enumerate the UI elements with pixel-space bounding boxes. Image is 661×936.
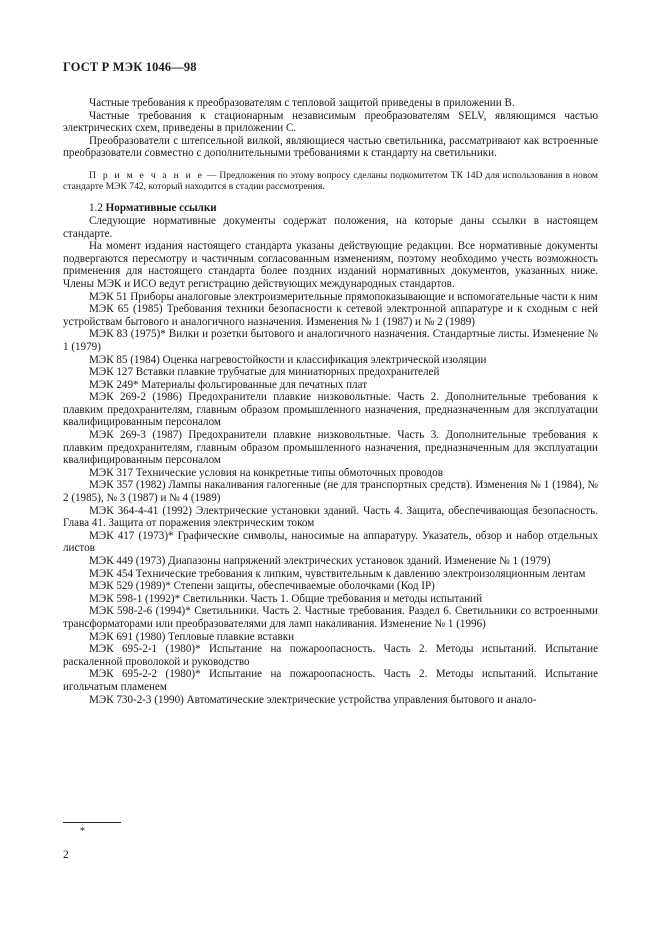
note-label: П р и м е ч а н и е bbox=[89, 169, 204, 181]
section-heading bbox=[63, 202, 598, 215]
reference-item: МЭК 85 (1984) Оценка нагревостойкости и классификация электрической изоляции bbox=[89, 353, 487, 366]
reference-item: МЭК 454 Технические требования к липким, чувствительным к давлению электроизоляционным лентам bbox=[89, 567, 586, 580]
reference-item: МЭК 83 (1975)* Вилки и розетки бытового и аналогичного назначения. Стандартные листы. Изменение № 1 (1979) bbox=[63, 328, 598, 353]
reference-item: МЭК 357 (1982) Лампы накаливания галогенные (не для транспортных средств). Изменения № 1 (1984), № 2 (1985), № 3 (1987) и № 4 (1989) bbox=[63, 479, 598, 505]
reference-item: МЭК 598-2-6 (1994)* Светильники. Часть 2. Частные требования. Раздел 6. Светильники со встроенными трансформаторами или преобразователями для ламп накаливания. Изменение № 1 (1996) bbox=[63, 605, 598, 630]
reference-item: МЭК 691 (1980) Тепловые плавкие вставки bbox=[89, 630, 295, 643]
page-content bbox=[63, 97, 598, 706]
reference-item: МЭК 317 Технические условия на конкретные типы обмоточных проводов bbox=[89, 466, 443, 479]
reference-item: МЭК 127 Вставки плавкие трубчатые для миниатюрных предохранителей bbox=[89, 366, 440, 379]
intro-paragraph: Частные требования к стационарным независимым преобразователям SELV, являющимся частью электрических схем, приведены в приложении С. bbox=[63, 109, 598, 135]
reference-item: МЭК 449 (1973) Диапазоны напряжений электрических установок зданий. Изменение № 1 (1979) bbox=[89, 555, 551, 567]
section-title: Нормативные ссылки bbox=[105, 202, 217, 215]
footnote-mark: * bbox=[80, 826, 85, 837]
reference-item: МЭК 269-3 (1987) Предохранители плавкие низковольтные. Часть 3. Дополнительные требования к плавким предохранителям, главным образом промышленного назначения, предназначенным для эксплуатации квалифицированным персоналом bbox=[63, 429, 598, 467]
section-number: 1.2 bbox=[89, 202, 103, 215]
reference-item: МЭК 249* Материалы фольгированные для печатных плат bbox=[89, 378, 368, 391]
reference-item: МЭК 364-4-41 (1992) Электрические установки зданий. Часть 4. Защита, обеспечивающая безопасность. Глава 41. Защита от поражения электрическим током bbox=[63, 504, 598, 530]
reference-item: МЭК 695-2-1 (1980)* Испытание на пожароопасность. Часть 2. Методы испытаний. Испытание раскаленной проволокой и руководство bbox=[63, 643, 598, 668]
reference-item: МЭК 598-1 (1992)* Светильники. Часть 1. Общие требования и методы испытаний bbox=[89, 592, 483, 605]
section-paragraph: На момент издания настоящего стандарта указаны действующие редакции. Все нормативные документы подвергаются пересмотру и частичным согласованным изменениям, поэтому необходимо учесть возможность применения для настоящего стандарта более поздних изданий нормативных документов, указанных ниже. Члены МЭК и ИСО ведут регистрацию действующих международных стандартов. bbox=[63, 240, 598, 290]
reference-item: МЭК 269-2 (1986) Предохранители плавкие низковольтные. Часть 2. Дополнительные требования к плавким предохранителям, главным образом промышленного назначения, предназначенным для эксплуатации квалифицированным персоналом bbox=[63, 391, 598, 429]
reference-item: МЭК 529 (1989)* Степени защиты, обеспечиваемые оболочками (Код IP) bbox=[89, 580, 435, 593]
note bbox=[63, 170, 598, 192]
reference-item: МЭК 695-2-2 (1980)* Испытание на пожароопасность. Часть 2. Методы испытаний. Испытание игольчатым пламенем bbox=[63, 668, 598, 693]
intro-paragraph: Частные требования к преобразователям с тепловой защитой приведены в приложении В. bbox=[89, 97, 515, 109]
reference-item: МЭК 65 (1985) Требования техники безопасности к сетевой электронной аппаратуре и к сходным с ней устройствам бытового и аналогичного назначения. Изменения № 1 (1987) и № 2 (1989) bbox=[63, 303, 598, 328]
reference-item: МЭК 51 Приборы аналоговые электроизмерительные прямопоказывающие и вспомогательные части к ним bbox=[89, 290, 598, 303]
section-paragraph: Следующие нормативные документы содержат положения, на которые даны ссылки в настоящем стандарте. bbox=[63, 214, 598, 240]
note-text: — Предложения по этому вопросу сделаны подкомитетом ТК 14D для использования в новом стандарте МЭК 742, который находится в стадии рассмотрения. bbox=[63, 169, 599, 193]
intro-paragraph: Преобразователи с штепсельной вилкой, являющиеся частью светильника, рассматривают как встроенные преобразователи совместно с дополнительными требованиями к стандарту на светильники. bbox=[63, 134, 598, 160]
footnote-divider bbox=[63, 822, 121, 823]
reference-item: МЭК 417 (1973)* Графические символы, наносимые на аппаратуру. Указатель, обзор и набор отдельных листов bbox=[63, 529, 598, 555]
page-number: 2 bbox=[63, 849, 69, 861]
standard-header: ГОСТ Р МЭК 1046—98 bbox=[63, 60, 197, 74]
reference-item: МЭК 730-2-3 (1990) Автоматические электрические устройства управления бытового и анало- bbox=[89, 693, 537, 706]
